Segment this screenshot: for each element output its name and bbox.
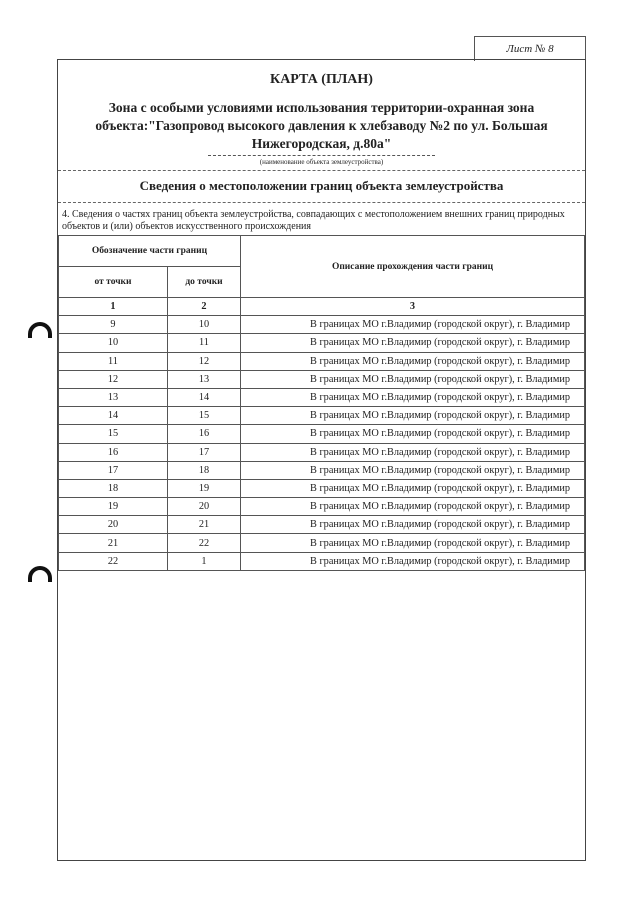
cell-from: 14 [59,407,168,425]
cell-from: 13 [59,388,168,406]
table-row [59,407,585,425]
table-row [59,370,585,388]
cell-to: 12 [168,352,241,370]
cell-desc: В границах МО г.Владимир (городской округ), г. Владимир [241,407,585,425]
cell-from: 22 [59,552,168,570]
cell-to: 10 [168,316,241,334]
binding-hole-mark [28,322,52,338]
cell-to: 16 [168,425,241,443]
cell-from: 10 [59,334,168,352]
cell-from: 20 [59,516,168,534]
cell-from: 12 [59,370,168,388]
cell-desc: В границах МО г.Владимир (городской округ), г. Владимир [241,425,585,443]
cell-from: 17 [59,461,168,479]
cell-desc: В границах МО г.Владимир (городской округ), г. Владимир [241,534,585,552]
cell-to: 21 [168,516,241,534]
cell-desc: В границах МО г.Владимир (городской округ), г. Владимир [241,516,585,534]
table-row [59,498,585,516]
cell-desc: В границах МО г.Владимир (городской округ), г. Владимир [241,552,585,570]
table-row [59,334,585,352]
cell-from: 16 [59,443,168,461]
table-row [59,552,585,570]
header-to: до точки [168,267,241,298]
sheet-number: Лист № 8 [474,36,586,61]
header-group: Обозначение части границ [59,236,241,267]
header-desc: Описание прохождения части границ [241,236,585,298]
table-row [59,388,585,406]
cell-desc: В границах МО г.Владимир (городской округ), г. Владимир [241,388,585,406]
cell-to: 22 [168,534,241,552]
header-from: от точки [59,267,168,298]
document-frame [57,59,586,861]
underline-divider [208,155,435,156]
zone-title: Зона с особыми условиями использования территории-охранная зона объекта:"Газопровод высокого давления к хлебзаводу №2 по ул. Большая Нижегородская, д.80а" [95,100,548,151]
table-row [59,443,585,461]
cell-to: 19 [168,479,241,497]
cell-desc: В границах МО г.Владимир (городской округ), г. Владимир [241,498,585,516]
cell-from: 15 [59,425,168,443]
table-row [59,534,585,552]
page-title: КАРТА (ПЛАН) [270,72,373,87]
cell-to: 11 [168,334,241,352]
cell-desc: В границах МО г.Владимир (городской округ), г. Владимир [241,461,585,479]
boundary-table [58,235,585,571]
cell-desc: В границах МО г.Владимир (городской округ), г. Владимир [241,443,585,461]
col-num-2: 2 [168,298,241,316]
cell-to: 20 [168,498,241,516]
table-row [59,352,585,370]
section-title: Сведения о местоположении границ объекта землеустройства [58,170,585,203]
table-row [59,479,585,497]
cell-from: 9 [59,316,168,334]
cell-to: 18 [168,461,241,479]
col-num-3: 3 [241,298,585,316]
table-row [59,425,585,443]
cell-desc: В границах МО г.Владимир (городской округ), г. Владимир [241,370,585,388]
cell-from: 18 [59,479,168,497]
cell-to: 1 [168,552,241,570]
section-paragraph: 4. Сведения о частях границ объекта землеустройства, совпадающих с местоположением внешних границ природных объектов и (или) объектов искусственного происхождения [62,209,565,232]
table-row [59,316,585,334]
cell-to: 14 [168,388,241,406]
cell-to: 17 [168,443,241,461]
cell-desc: В границах МО г.Владимир (городской округ), г. Владимир [241,479,585,497]
cell-to: 13 [168,370,241,388]
col-num-1: 1 [59,298,168,316]
cell-desc: В границах МО г.Владимир (городской округ), г. Владимир [241,316,585,334]
cell-to: 15 [168,407,241,425]
cell-from: 19 [59,498,168,516]
cell-from: 21 [59,534,168,552]
table-row [59,461,585,479]
object-name-note: (наименование объекта землеустройства) [259,158,384,166]
table-row [59,516,585,534]
binding-hole-mark [28,566,52,582]
cell-desc: В границах МО г.Владимир (городской округ), г. Владимир [241,334,585,352]
cell-from: 11 [59,352,168,370]
cell-desc: В границах МО г.Владимир (городской округ), г. Владимир [241,352,585,370]
